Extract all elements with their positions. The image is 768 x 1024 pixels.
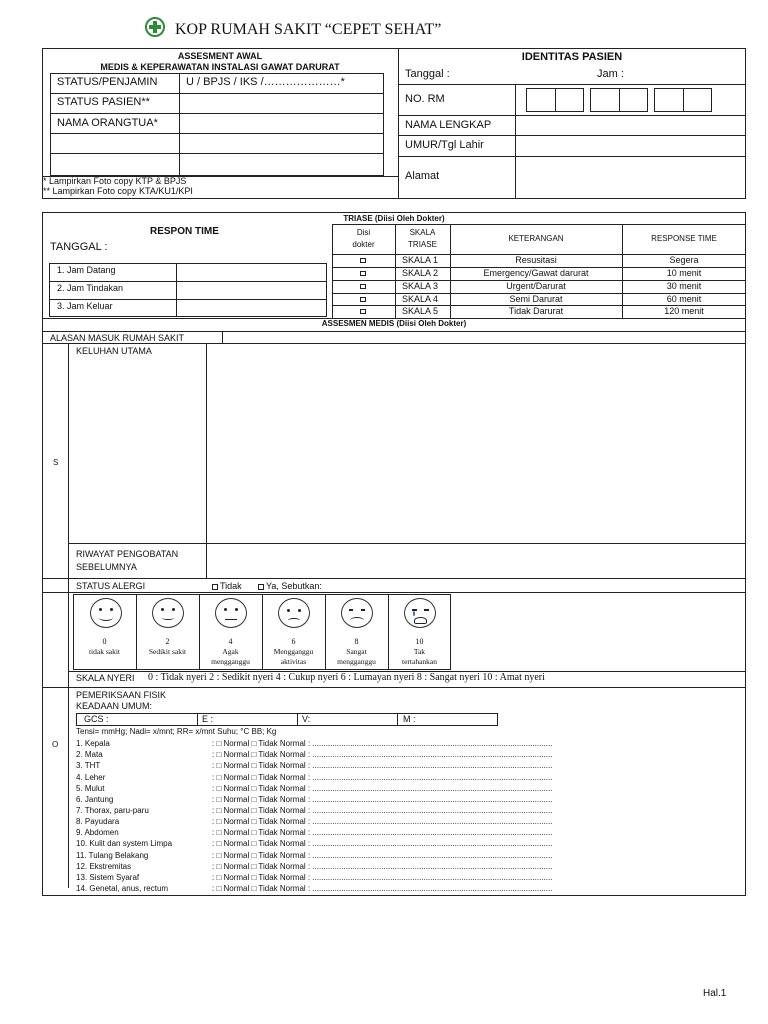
alasan-label: ALASAN MASUK RUMAH SAKIT	[50, 333, 185, 343]
medis-title: ASSESMEN MEDIS (Diisi Oleh Dokter)	[321, 319, 467, 328]
face-2-icon	[152, 598, 184, 628]
respon-time-title: RESPON TIME	[150, 226, 219, 237]
nama-lengkap-label: NAMA LENGKAP	[405, 119, 492, 131]
exam-item-label: 6. Jantung	[76, 794, 114, 804]
assessment-title: ASSESMENT AWAL	[177, 51, 263, 61]
face-0-number: 0	[102, 637, 107, 646]
ket-5: Tidak Darurat	[508, 306, 564, 316]
riwayat-label-2: SEBELUMNYA	[76, 562, 137, 572]
exam-item-label: 14. Genetal, anus, rectum	[76, 884, 169, 893]
checkbox-icon	[258, 584, 264, 590]
status-pasien-label: STATUS PASIEN**	[57, 96, 150, 108]
face-0-icon	[90, 598, 122, 628]
triase-check-4[interactable]	[360, 297, 366, 302]
ket-2: Emergency/Gawat darurat	[483, 268, 589, 278]
skala-nyeri-text: 0 : Tidak nyeri 2 : Sedikit nyeri 4 : Cukup nyeri 6 : Lumayan nyeri 8 : Sangat nyeri 10 : Amat nyeri	[148, 672, 545, 683]
page-title: KOP RUMAH SAKIT “CEPET SEHAT”	[175, 21, 442, 38]
face-0-label: tidak sakit	[88, 647, 121, 656]
col-triase: TRIASE	[408, 240, 437, 249]
s-label: S	[53, 458, 59, 467]
status-penjamin-value[interactable]: U / BPJS / IKS /…………………*	[186, 76, 345, 88]
alergi-tidak-option[interactable]: Tidak	[212, 582, 242, 591]
col-dokter: dokter	[352, 240, 375, 249]
no-rm-box-5[interactable]	[654, 88, 684, 112]
face-2-number: 2	[165, 637, 170, 646]
exam-item-options[interactable]: : □ Normal □ Tidak Normal : ............................................................................................................	[212, 739, 553, 748]
face-8-icon	[341, 598, 373, 628]
face-6-icon	[278, 598, 310, 628]
exam-item-options[interactable]: : □ Normal □ Tidak Normal : ............................................................................................................	[212, 839, 553, 849]
face-6-label-2: aktivitas	[280, 657, 307, 666]
triase-check-3[interactable]	[360, 284, 366, 289]
jam-tindakan-label: 2. Jam Tindakan	[57, 283, 124, 293]
page-number: Hal.1	[703, 988, 727, 999]
ket-4: Semi Darurat	[509, 294, 563, 304]
no-rm-box-1[interactable]	[526, 88, 556, 112]
face-10-label-1: Tak	[413, 647, 426, 656]
skala-2: SKALA 2	[402, 268, 439, 278]
skala-1: SKALA 1	[402, 255, 439, 265]
triase-check-5[interactable]	[360, 309, 366, 314]
exam-item-label: 4. Leher	[76, 772, 106, 782]
face-4-label-2: mengganggu	[211, 657, 250, 666]
time-2: 10 menit	[666, 268, 702, 278]
face-6-label-1: Mengganggu	[273, 647, 314, 656]
gcs-v-label: V:	[302, 714, 311, 724]
status-penjamin-label: STATUS/PENJAMIN	[57, 76, 158, 88]
pemeriksaan-label: PEMERIKSAAN FISIK	[76, 690, 167, 700]
identity-title: IDENTITAS PASIEN	[521, 51, 623, 63]
face-4-number: 4	[228, 637, 233, 646]
exam-item-options[interactable]: : □ Normal □ Tidak Normal : ............................................................................................................	[212, 850, 553, 860]
exam-item-label: 8. Payudara	[76, 817, 120, 826]
exam-item-options[interactable]: : □ Normal □ Tidak Normal : ............................................................................................................	[212, 861, 553, 871]
skala-5: SKALA 5	[402, 306, 439, 316]
triase-title: TRIASE (Diisi Oleh Dokter)	[343, 214, 445, 223]
no-rm-label: NO. RM	[405, 93, 445, 105]
exam-item-label: 10. Kulit dan system Limpa	[76, 839, 173, 849]
exam-item-options[interactable]: : □ Normal □ Tidak Normal : ............................................................................................................	[212, 783, 553, 793]
note-ktp: * Lampirkan Foto copy KTP & BPJS	[43, 176, 187, 186]
exam-item-options[interactable]: : □ Normal □ Tidak Normal : ............................................................................................................	[212, 828, 553, 838]
face-8-number: 8	[354, 637, 359, 646]
ket-3: Urgent/Darurat	[506, 281, 566, 291]
col-skala: SKALA	[409, 228, 436, 237]
gcs-table	[76, 713, 498, 726]
jam-keluar-label: 3. Jam Keluar	[57, 301, 113, 311]
time-5: 120 menit	[664, 306, 704, 316]
skala-nyeri-label: SKALA NYERI	[76, 673, 135, 683]
time-4: 60 menit	[666, 294, 702, 304]
face-4-icon	[215, 598, 247, 628]
exam-item-label: 12. Ekstremitas	[76, 861, 132, 871]
col-keterangan: KETERANGAN	[508, 234, 564, 243]
exam-item-options[interactable]: : □ Normal □ Tidak Normal : ............................................................................................................	[212, 761, 553, 771]
tanggal-label: Tanggal :	[405, 68, 450, 80]
exam-item-options[interactable]: : □ Normal □ Tidak Normal : ............................................................................................................	[212, 872, 553, 882]
exam-item-options[interactable]: : □ Normal □ Tidak Normal : ............................................................................................................	[212, 884, 553, 893]
face-10-icon	[404, 598, 436, 628]
riwayat-label-1: RIWAYAT PENGOBATAN	[76, 549, 179, 559]
face-8-label-2: mengganggu	[337, 657, 376, 666]
keluhan-utama-label: KELUHAN UTAMA	[76, 346, 152, 356]
triase-check-1[interactable]	[360, 258, 366, 263]
gcs-e-label: E :	[202, 714, 214, 724]
jam-label: Jam :	[597, 68, 624, 80]
face-8-label-1: Sangat	[346, 647, 367, 656]
face-6-number: 6	[291, 637, 296, 646]
vitals-line: Tensi= mmHg; Nadi= x/mnt; RR= x/mnt Suhu; °C BB; Kg	[76, 727, 277, 736]
no-rm-box-2[interactable]	[555, 88, 584, 112]
note-kta: ** Lampirkan Foto copy KTA/KU1/KPI	[43, 186, 193, 196]
col-disi: Disi	[356, 228, 371, 237]
ket-1: Resusitasi	[515, 255, 557, 265]
umur-label: UMUR/Tgl Lahir	[405, 139, 484, 151]
exam-item-options[interactable]: : □ Normal □ Tidak Normal : ............................................................................................................	[212, 794, 553, 804]
no-rm-box-6[interactable]	[683, 88, 712, 112]
face-10-number: 10	[415, 637, 424, 646]
skala-3: SKALA 3	[402, 281, 439, 291]
alamat-label: Alamat	[405, 170, 440, 182]
time-1: Segera	[669, 255, 699, 265]
triase-tanggal-label: TANGGAL :	[50, 241, 108, 253]
alergi-ya-option[interactable]: Ya, Sebutkan:	[258, 582, 322, 591]
exam-item-label: 2. Mata	[76, 750, 103, 760]
skala-4: SKALA 4	[402, 294, 439, 304]
exam-item-label: 9. Abdomen	[76, 828, 119, 838]
face-2-label: Sedikit sakit	[148, 647, 187, 656]
no-rm-box-4[interactable]	[619, 88, 648, 112]
gcs-m-label: M :	[403, 714, 416, 724]
assessment-subtitle: MEDIS & KEPERAWATAN INSTALASI GAWAT DARURAT	[100, 62, 340, 72]
face-10-label-2: tertahankan	[402, 657, 437, 666]
exam-item-options[interactable]: : □ Normal □ Tidak Normal : ............................................................................................................	[212, 750, 553, 760]
exam-item-label: 3. THT	[76, 761, 101, 771]
col-response-time: RESPONSE TIME	[651, 234, 717, 243]
keadaan-label: KEADAAN UMUM:	[76, 701, 153, 711]
time-3: 30 menit	[666, 281, 702, 291]
status-alergi-label: STATUS ALERGI	[76, 581, 146, 591]
exam-item-label: 1. Kepala	[76, 739, 110, 748]
exam-item-options[interactable]: : □ Normal □ Tidak Normal : ............................................................................................................	[212, 772, 553, 782]
checkbox-icon	[212, 584, 218, 590]
exam-item-label: 5. Mulut	[76, 783, 105, 793]
o-label: O	[52, 740, 59, 749]
exam-item-label: 7. Thorax, paru-paru	[76, 805, 149, 815]
exam-item-label: 11. Tulang Belakang	[76, 850, 149, 860]
exam-item-options[interactable]: : □ Normal □ Tidak Normal : ............................................................................................................	[212, 817, 553, 826]
nama-orangtua-label: NAMA ORANGTUA*	[57, 117, 158, 129]
hospital-logo-icon	[145, 17, 165, 37]
exam-item-label: 13. Sistem Syaraf	[76, 872, 140, 882]
face-4-label-1: Agak	[222, 647, 239, 656]
gcs-label: GCS :	[84, 714, 109, 724]
exam-item-options[interactable]: : □ Normal □ Tidak Normal : ............................................................................................................	[212, 805, 553, 815]
no-rm-box-3[interactable]	[590, 88, 620, 112]
jam-datang-label: 1. Jam Datang	[57, 265, 116, 275]
triase-check-2[interactable]	[360, 271, 366, 276]
